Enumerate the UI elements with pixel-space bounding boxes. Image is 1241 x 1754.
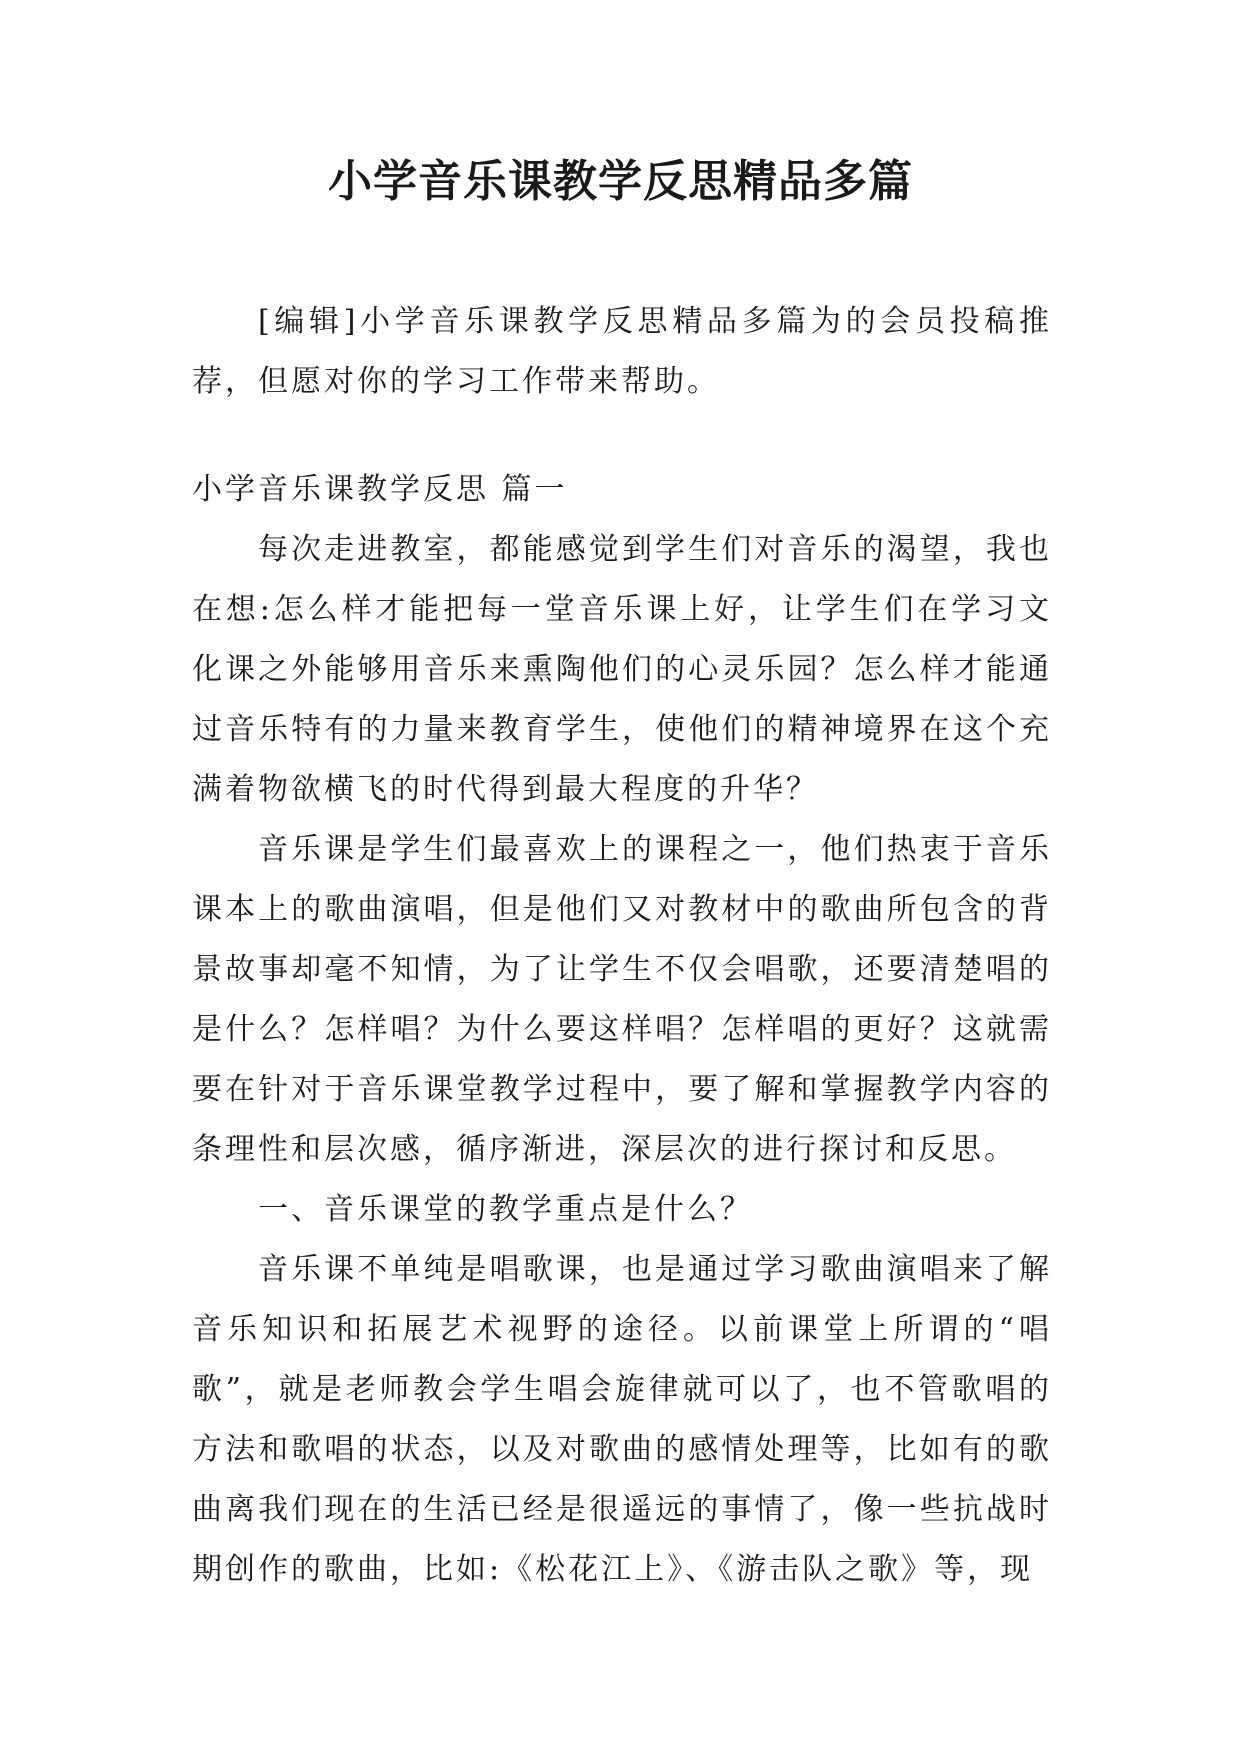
intro-block [192,292,1052,412]
subheading-paragraph: 一、音乐课堂的教学重点是什么？ [258,1192,753,1227]
section-heading: 小学音乐课教学反思 篇一 [192,472,568,507]
body-paragraph: 音乐课不单纯是唱歌课，也是通过学习歌曲演唱来了解音乐知识和拓展艺术视野的途径。以前课堂上所谓的“唱歌”，就是老师教会学生唱会旋律就可以了，也不管歌唱的方法和歌唱的状态，以及对歌曲的感情处理等，比如有的歌曲离我们现在的生活已经是很遥远的事情了，像一些抗战时期创作的歌曲，比如:《松花江上》、《游击队之歌》等，现 [192,1252,1052,1587]
body-paragraph: 音乐课是学生们最喜欢上的课程之一，他们热衷于音乐课本上的歌曲演唱，但是他们又对教材中的歌曲所包含的背景故事却毫不知情，为了让学生不仅会唱歌，还要清楚唱的是什么？怎样唱？为什么要这样唱？怎样唱的更好？这就需要在针对于音乐课堂教学过程中，要了解和掌握教学内容的条理性和层次感，循序渐进，深层次的进行探讨和反思。 [192,832,1052,1167]
document-title: 小学音乐课教学反思精品多篇 [328,156,913,207]
article-body [192,460,1052,1600]
intro-paragraph: [编辑]小学音乐课教学反思精品多篇为的会员投稿推荐，但愿对你的学习工作带来帮助。 [192,304,1052,399]
body-paragraph: 每次走进教室，都能感觉到学生们对音乐的渴望，我也在想:怎么样才能把每一堂音乐课上好，让学生们在学习文化课之外能够用音乐来熏陶他们的心灵乐园？怎么样才能通过音乐特有的力量来教育学生，使他们的精神境界在这个充满着物欲横飞的时代得到最大程度的升华？ [192,532,1052,807]
